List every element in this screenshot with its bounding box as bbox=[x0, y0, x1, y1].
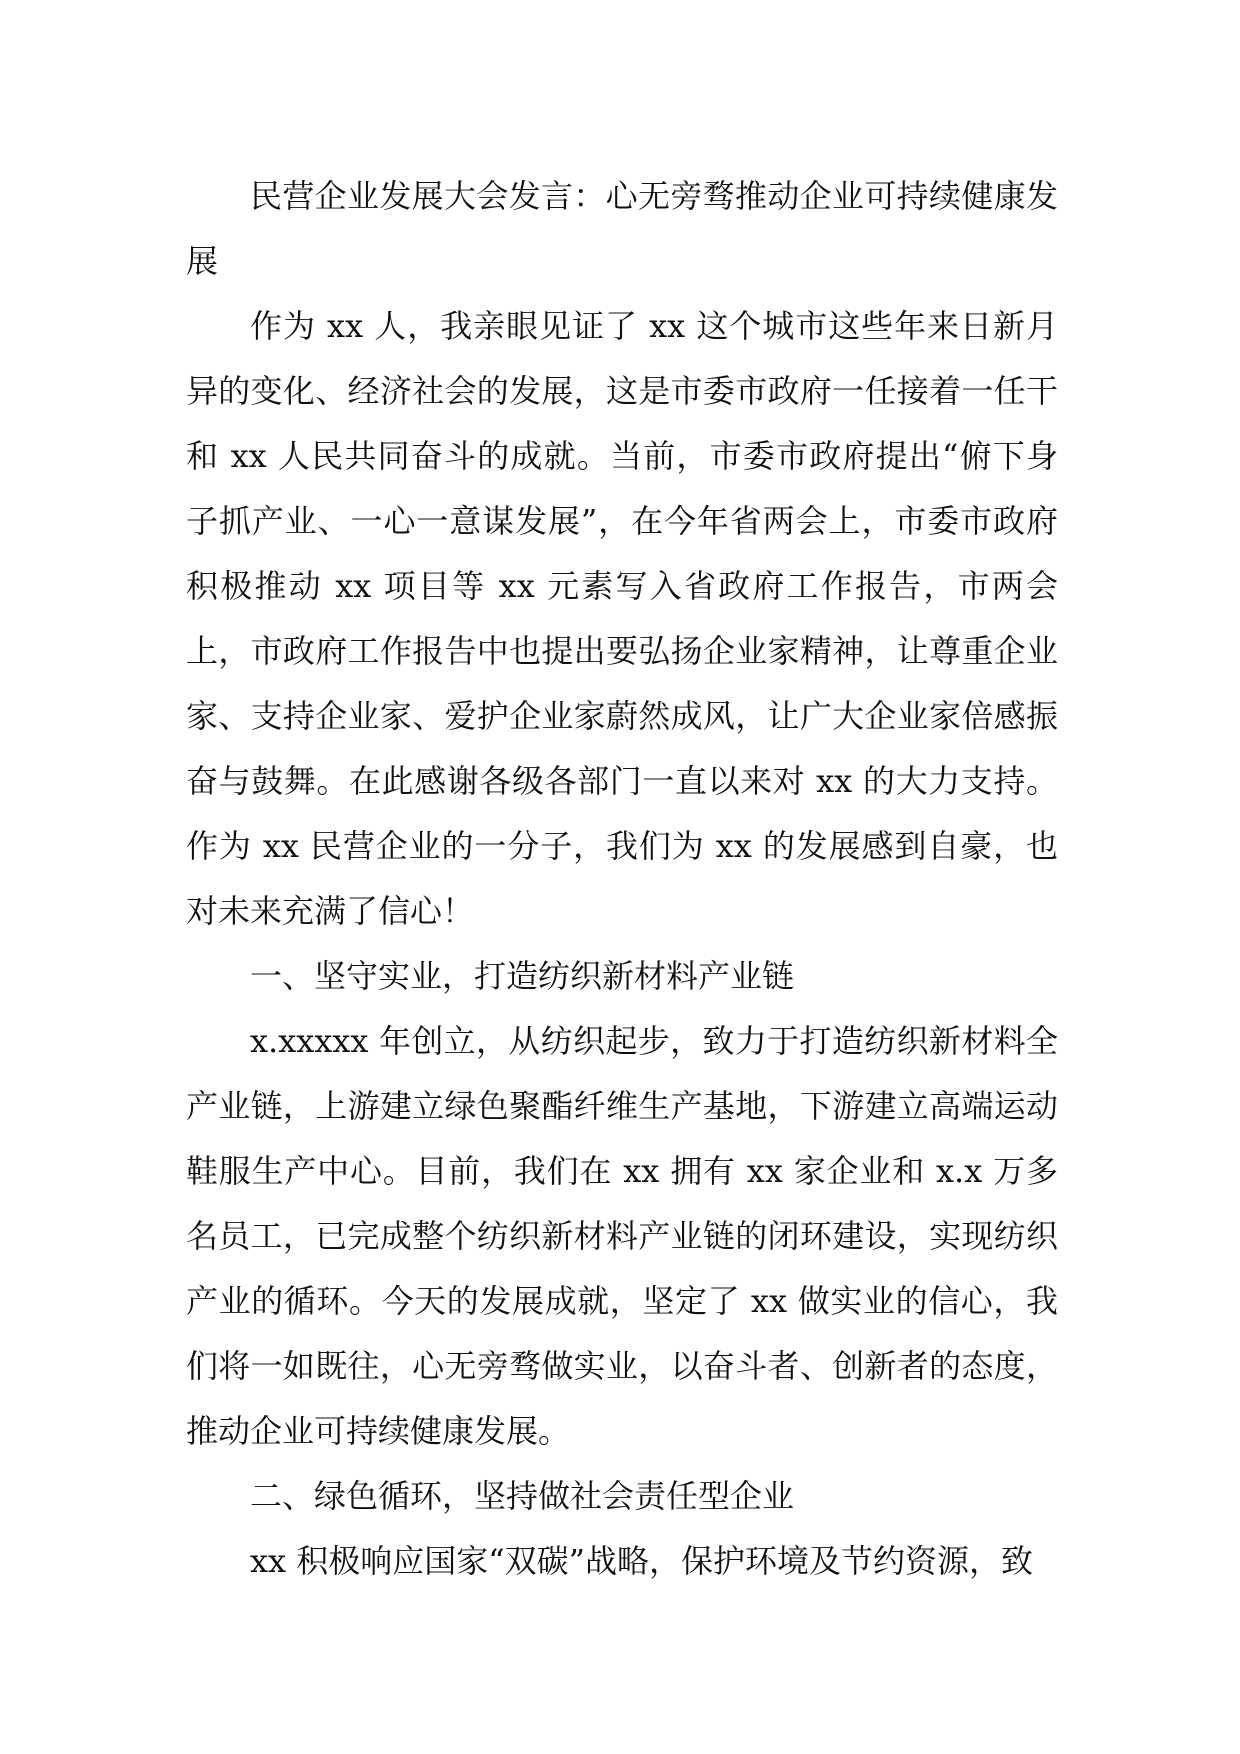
paragraph-section-1: x.xxxxx 年创立，从纺织起步，致力于打造纺织新材料全产业链，上游建立绿色聚酯纤维生产基地，下游建立高端运动鞋服生产中心。目前，我们在 xx 拥有 xx 家企业和 x.x 万多名员工，已完成整个纺织新材料产业链的闭环建设，实现纺织产业的循环。今天的发展成就，坚定了 xx 做实业的信心，我们将一如既往，心无旁骛做实业，以奋斗者、创新者的态度，推动企业可持续健康发展。 bbox=[186, 1022, 1058, 1450]
section-heading-2: 二、绿色循环，坚持做社会责任型企业 bbox=[250, 1477, 795, 1515]
document-body bbox=[186, 164, 1058, 1594]
document-title: 民营企业发展大会发言：心无旁骛推动企业可持续健康发展 bbox=[186, 177, 1058, 280]
paragraph-section-2: xx 积极响应国家“双碳”战略，保护环境及节约资源，致 bbox=[250, 1542, 1033, 1580]
section-heading-1: 一、坚守实业，打造纺织新材料产业链 bbox=[250, 957, 795, 995]
paragraph-intro: 作为 xx 人，我亲眼见证了 xx 这个城市这些年来日新月异的变化、经济社会的发展，这是市委市政府一任接着一任干和 xx 人民共同奋斗的成就。当前，市委市政府提出“俯下身子抓产业、一心一意谋发展”，在今年省两会上，市委市政府积极推动 xx 项目等 xx 元素写入省政府工作报告，市两会上，市政府工作报告中也提出要弘扬企业家精神，让尊重企业家、支持企业家、爱护企业家蔚然成风，让广大企业家倍感振奋与鼓舞。在此感谢各级各部门一直以来对 xx 的大力支持。作为 xx 民营企业的一分子，我们为 xx 的发展感到自豪，也对未来充满了信心！ bbox=[186, 307, 1058, 930]
